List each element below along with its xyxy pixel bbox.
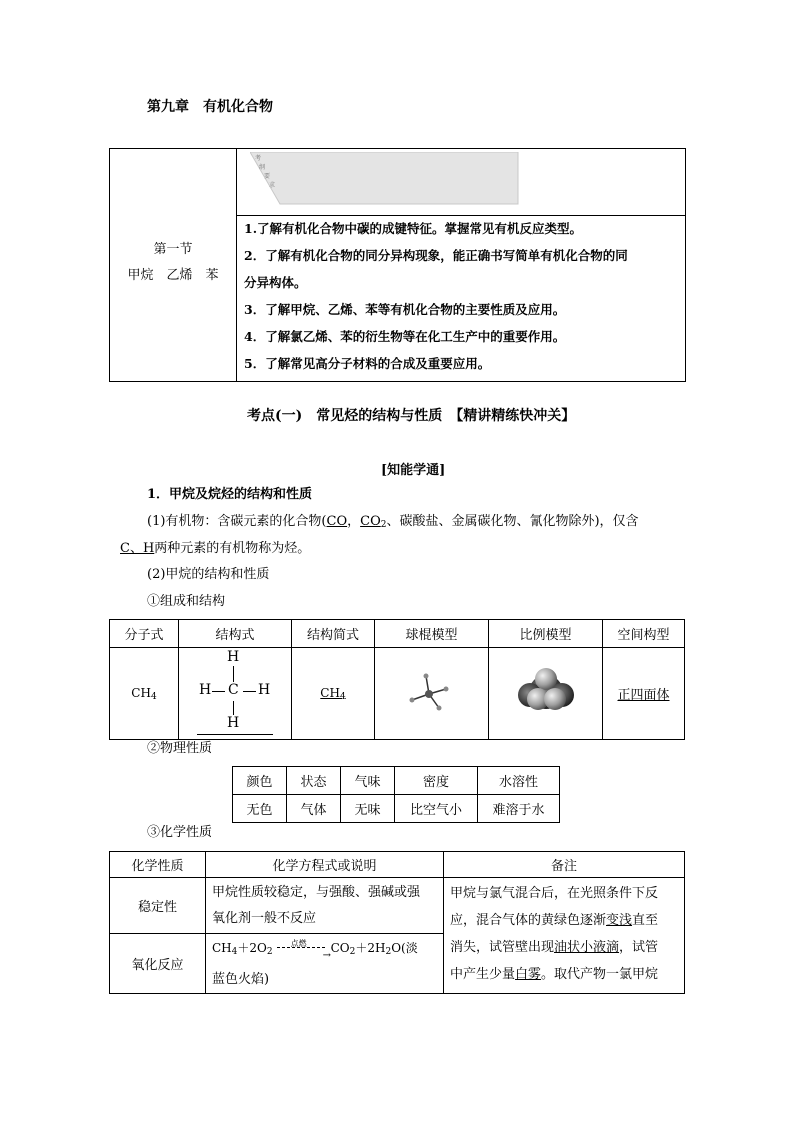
table-cell: 无味 (341, 795, 395, 823)
space-filling-image (514, 662, 578, 722)
requirement-item: 1.了解有机化合物中碳的成键特征。掌握常见有机反应类型。 (244, 221, 583, 236)
section-label (110, 237, 236, 289)
property-name: 稳定性 (110, 878, 206, 934)
paragraph-line: C、H两种元素的有机物称为烃。 (120, 541, 311, 556)
table-cell: 难溶于水 (478, 795, 560, 823)
table-header: 颜色 (233, 767, 287, 795)
requirements-list (244, 215, 628, 377)
space-filling-model (489, 648, 603, 740)
table-header: 空间构型 (603, 620, 685, 648)
table-header: 气味 (341, 767, 395, 795)
section-box (109, 148, 686, 382)
requirement-item: 4．了解氯乙烯、苯的衍生物等在化工生产中的重要作用。 (244, 329, 566, 344)
requirement-item: 3．了解甲烷、乙烯、苯等有机化合物的主要性质及应用。 (244, 302, 566, 317)
note-line: 消失，试管壁出现油状小液滴，试管 (450, 940, 659, 955)
table-header: 化学方程式或说明 (206, 852, 444, 878)
table-header: 结构简式 (292, 620, 375, 648)
table-cell: 无色 (233, 795, 287, 823)
paragraph-line: (1)有机物：含碳元素的化合物(CO，$CO_2$、碳酸盐、金属碳化物、氰化物除外)，仅含 (147, 514, 639, 530)
structural-formula: H H C H H (179, 648, 292, 740)
physical-table (232, 766, 560, 823)
subsection-label: ③化学性质 (147, 825, 213, 840)
chem-table (109, 851, 685, 994)
table-header: 分子式 (110, 620, 179, 648)
note-line: 甲烷与氯气混合后，在光照条件下反 (450, 886, 659, 901)
table-header: 结构式 (179, 620, 292, 648)
paragraph-heading: (2)甲烷的结构和性质 (147, 567, 270, 582)
topic-heading: 考点(一) 常见烃的结构与性质 【精讲精练快冲关】 (247, 408, 576, 424)
simple-formula: $CH_4$ (292, 648, 375, 740)
table-header: 状态 (287, 767, 341, 795)
section-name: 第一节 (153, 242, 193, 257)
molecular-formula: $CH_4$ (110, 648, 179, 740)
subsection-label: ②物理性质 (147, 741, 213, 756)
requirements-banner (250, 152, 520, 208)
requirement-item: 分异构体。 (244, 275, 307, 290)
table-header: 化学性质 (110, 852, 206, 878)
banner-text: 考 纲 要 求 (255, 155, 276, 189)
requirement-item: 5．了解常见高分子材料的合成及重要应用。 (244, 356, 491, 371)
table-header: 球棍模型 (375, 620, 489, 648)
table-cell: 气体 (287, 795, 341, 823)
ball-stick-model (375, 648, 489, 740)
section-topic: 甲烷 乙烯 苯 (127, 268, 219, 283)
note-line: 应，混合气体的黄绿色逐渐变浅直至 (450, 913, 659, 928)
requirement-item: 2．了解有机化合物的同分异构现象，能正确书写简单有机化合物的同 (244, 248, 628, 263)
structure-table (109, 619, 685, 740)
property-name: 氧化反应 (110, 934, 206, 994)
reaction-arrow: 点燃 → (273, 942, 331, 954)
geometry-value: 正四面体 (603, 648, 685, 740)
ball-stick-image (402, 662, 462, 722)
reaction-condition: 点燃 (290, 939, 307, 948)
note-line: 中产生少量白雾。取代产物一氯甲烷 (450, 967, 659, 982)
reaction-equation: $CH_4+2O_2$ 点燃 → $CO_2+2H_2O$(淡 蓝色火焰) (206, 934, 444, 994)
property-desc: 甲烷性质较稳定，与强酸、强碱或强 氧化剂一般不反应 (206, 878, 444, 934)
table-header: 比例模型 (489, 620, 603, 648)
table-header: 备注 (444, 852, 685, 878)
table-header: 水溶性 (478, 767, 560, 795)
point-heading: 1．甲烷及烷烃的结构和性质 (147, 487, 313, 502)
sub-heading: [知能学通] (381, 463, 446, 478)
note-cell (444, 878, 685, 994)
subsection-label: ①组成和结构 (147, 594, 226, 609)
chapter-title: 第九章 有机化合物 (147, 99, 273, 115)
table-header: 密度 (395, 767, 478, 795)
table-cell: 比空气小 (395, 795, 478, 823)
